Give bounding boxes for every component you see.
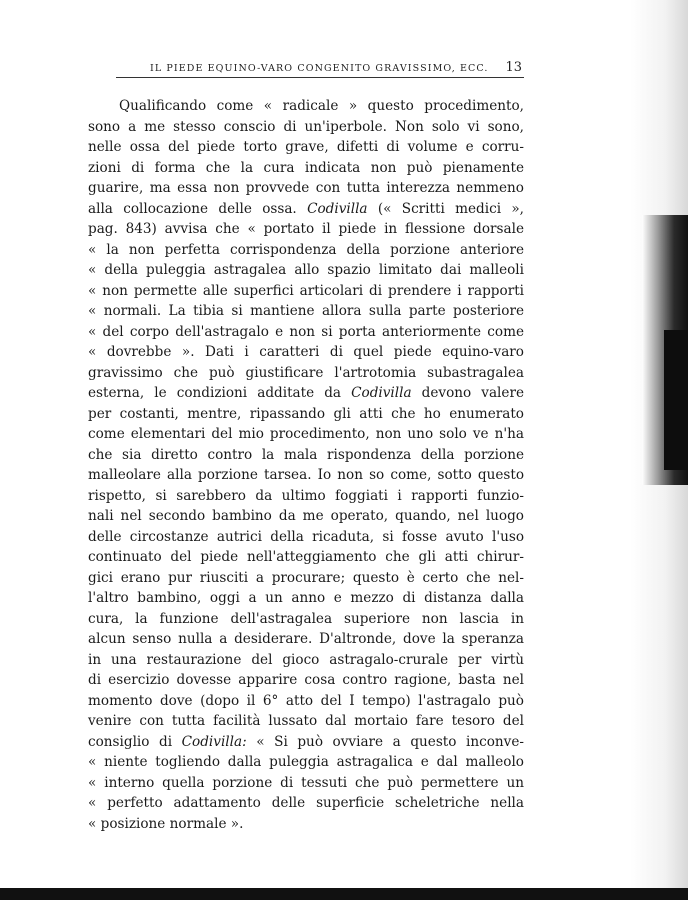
- text-segment: malleolare alla porzione tarsea. Io non so come, sotto questo: [88, 467, 524, 483]
- text-line: [88, 158, 524, 179]
- text-segment: devono valere: [411, 385, 524, 401]
- text-segment: pag. 843) avvisa che « portato il piede in flessione dorsale: [88, 221, 524, 237]
- text-segment: nali nel secondo bambino da me operato, quando, nel luogo: [88, 508, 524, 524]
- text-line: [88, 424, 524, 445]
- text-segment: Qualificando come « radicale » questo procedimento,: [119, 98, 524, 114]
- text-segment: rispetto, si sarebbero da ultimo foggiati i rapporti funzio-: [88, 487, 524, 504]
- text-line: [88, 506, 524, 527]
- text-line: [88, 629, 524, 650]
- body-paragraph: [88, 96, 524, 834]
- text-line: [88, 301, 524, 322]
- text-line: [88, 486, 524, 507]
- text-line: [88, 240, 524, 261]
- text-line: [88, 568, 524, 589]
- text-line: [88, 814, 524, 835]
- text-segment: che sia diretto contro la mala rispondenza della porzione: [88, 446, 524, 463]
- text-segment: (« Scritti medici »,: [367, 200, 524, 217]
- text-line: [88, 691, 524, 712]
- text-segment: « perfetto adattamento delle superficie scheletriche nella: [88, 795, 524, 811]
- text-segment: venire con tutta facilità lussato dal mortaio fare tesoro del: [88, 713, 524, 729]
- text-segment: esterna, le condizioni additate da: [88, 385, 352, 401]
- text-segment: « non permette alle superfici articolari di prendere i rapporti: [88, 282, 524, 299]
- text-line: [88, 732, 524, 753]
- text-segment: l'altro bambino, oggi a un anno e mezzo di distanza dalla: [88, 590, 524, 606]
- text-segment: sono a me stesso conscio di un'iperbole. Non solo vi sono,: [88, 118, 524, 135]
- text-line: [88, 650, 524, 671]
- cited-author: Codivilla: [351, 385, 412, 401]
- text-segment: per costanti, mentre, ripassando gli atti che ho enumerato: [88, 405, 524, 422]
- text-line: [88, 137, 524, 158]
- text-line: [88, 117, 524, 138]
- text-line: [88, 609, 524, 630]
- scan-border-bottom: [0, 888, 688, 900]
- text-segment: di esercizio dovesse apparire cosa contro ragione, basta nel: [88, 672, 524, 688]
- text-line: [88, 711, 524, 732]
- text-line: [88, 527, 524, 548]
- text-segment: consiglio di: [88, 733, 182, 750]
- text-segment: alcun senso nulla a desiderare. D'altronde, dove la speranza: [88, 631, 524, 647]
- text-segment: gravissimo che può giustificare l'artrotomia subastragalea: [88, 364, 524, 381]
- text-line: [88, 404, 524, 425]
- running-title: IL PIEDE EQUINO-VARO CONGENITO GRAVISSIMO, ECC.: [150, 63, 489, 74]
- text-line: [88, 363, 524, 384]
- text-segment: « posizione normale ».: [88, 815, 244, 832]
- cited-author: Codivilla: [307, 200, 368, 217]
- text-line: [88, 342, 524, 363]
- header-rule: [116, 77, 524, 78]
- text-segment: « della puleggia astragalea allo spazio limitato dai malleoli: [88, 262, 524, 278]
- text-segment: momento dove (dopo il 6° atto del I tempo) l'astragalo può: [88, 692, 524, 709]
- running-header: [150, 60, 522, 75]
- text-segment: « dovrebbe ». Dati i caratteri di quel piede equino-varo: [88, 344, 524, 360]
- text-segment: « interno quella porzione di tessuti che può permettere un: [88, 774, 524, 791]
- text-line: [88, 260, 524, 281]
- binding-shadow-dark: [664, 330, 688, 470]
- text-segment: delle circostanze autrici della ricaduta, si fosse avuto l'uso: [88, 528, 524, 545]
- text-line: [88, 465, 524, 486]
- text-segment: alla collocazione delle ossa.: [88, 200, 308, 217]
- text-line: [88, 588, 524, 609]
- text-segment: cura, la funzione dell'astragalea superiore non lascia in: [88, 610, 524, 627]
- text-line: [88, 178, 524, 199]
- cited-author: Codivilla:: [181, 733, 247, 750]
- page-number: 13: [505, 60, 522, 75]
- text-line: [88, 96, 524, 117]
- text-segment: in una restaurazione del gioco astragalo-crurale per virtù: [88, 651, 524, 668]
- text-line: [88, 383, 524, 404]
- text-segment: « del corpo dell'astragalo e non si porta anteriormente come: [88, 323, 524, 340]
- text-line: [88, 281, 524, 302]
- text-line: [88, 322, 524, 343]
- text-line: [88, 793, 524, 814]
- text-segment: gici erano pur riusciti a procurare; questo è certo che nel-: [88, 569, 524, 586]
- text-segment: « normali. La tibia si mantiene allora sulla parte posteriore: [88, 303, 524, 319]
- text-segment: « Si può ovviare a questo inconve-: [246, 733, 524, 750]
- text-segment: continuato del piede nell'atteggiamento che gli atti chirur-: [88, 549, 524, 565]
- text-segment: zioni di forma che la cura indicata non può pienamente: [88, 159, 524, 176]
- text-line: [88, 445, 524, 466]
- text-segment: come elementari del mio procedimento, non uno solo ve n'ha: [88, 426, 524, 442]
- text-segment: guarire, ma essa non provvede con tutta interezza nemmeno: [88, 180, 524, 196]
- text-line: [88, 219, 524, 240]
- text-segment: « niente togliendo dalla puleggia astragalica e dal malleolo: [88, 754, 524, 770]
- text-line: [88, 547, 524, 568]
- text-line: [88, 773, 524, 794]
- text-segment: « la non perfetta corrispondenza della porzione anteriore: [88, 241, 524, 258]
- text-line: [88, 670, 524, 691]
- text-segment: nelle ossa del piede torto grave, difetti di volume e corru-: [88, 139, 524, 155]
- text-line: [88, 199, 524, 220]
- text-line: [88, 752, 524, 773]
